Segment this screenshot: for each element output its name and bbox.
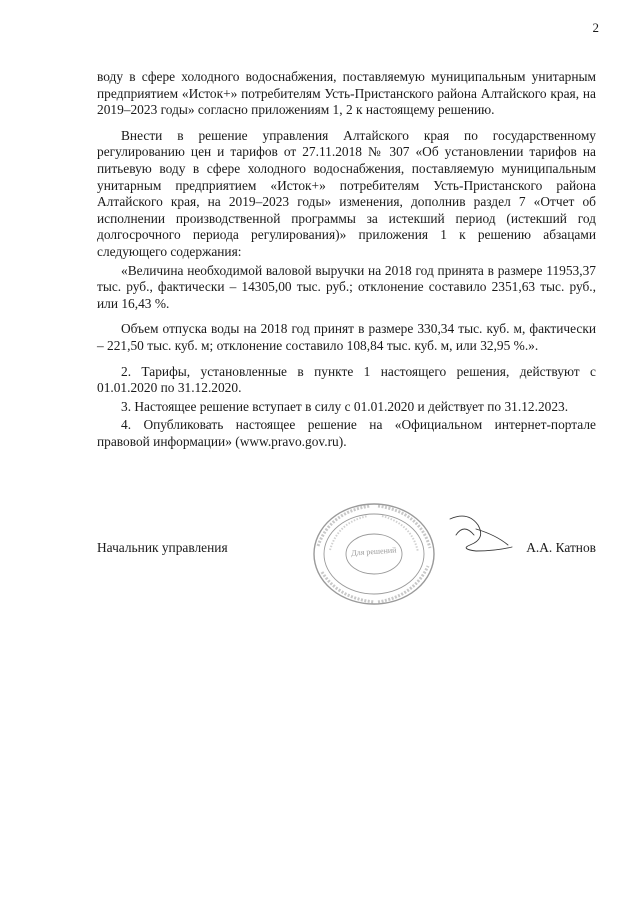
- paragraph-item-2: 2. Тарифы, установленные в пункте 1 настоящего решения, действуют с 01.01.2020 по 31.12.2020.: [97, 363, 596, 396]
- seal-inner-text: Для решений: [350, 545, 397, 558]
- signatory-name: А.А. Катнов: [526, 540, 596, 555]
- signatory-title: Начальник управления: [97, 540, 228, 555]
- document-body: [97, 69, 596, 450]
- paragraph-water-volume: Объем отпуска воды на 2018 год принят в размере 330,34 тыс. куб. м, фактически – 221,50 тыс. куб. м; отклонение составило 108,84 тыс. куб. м, или 32,95 %.».: [97, 321, 596, 353]
- signature-block: [97, 540, 596, 560]
- paragraph-amendment: Внести в решение управления Алтайского края по государственному регулированию цен и тарифов от 27.11.2018 № 307 «Об установлении тарифов на питьевую воду в сфере холодного водоснабжения, поставляемую муниципальным унитарным предприятием «Исток+» потребителям Усть-Пристанского района Алтайского края, на 2019–2023 годы» изменения, дополнив раздел 7 «Отчет об исполнении производственной программы за истекший период (истекший год долгосрочного периода регулирования)» приложения 1 к решению абзацами следующего содержания:: [97, 127, 596, 259]
- page-number: 2: [592, 20, 599, 35]
- paragraph-revenue: «Величина необходимой валовой выручки на 2018 год принята в размере 11953,37 тыс. руб., фактически – 14305,00 тыс. руб.; отклонение составило 2351,63 тыс. руб., или 16,43 %.: [97, 262, 596, 311]
- paragraph-continuation: воду в сфере холодного водоснабжения, поставляемую муниципальным унитарным предприятием «Исток+» потребителям Усть-Пристанского района Алтайского края, на 2019–2023 годы» согласно приложениям 1, 2 к настоящему решению.: [97, 69, 596, 118]
- paragraph-item-4: 4. Опубликовать настоящее решение на «Официальном интернет-портале правовой информации» (www.pravo.gov.ru).: [97, 417, 596, 449]
- paragraph-item-3: 3. Настоящее решение вступает в силу с 01.01.2020 и действует по 31.12.2023.: [121, 398, 569, 414]
